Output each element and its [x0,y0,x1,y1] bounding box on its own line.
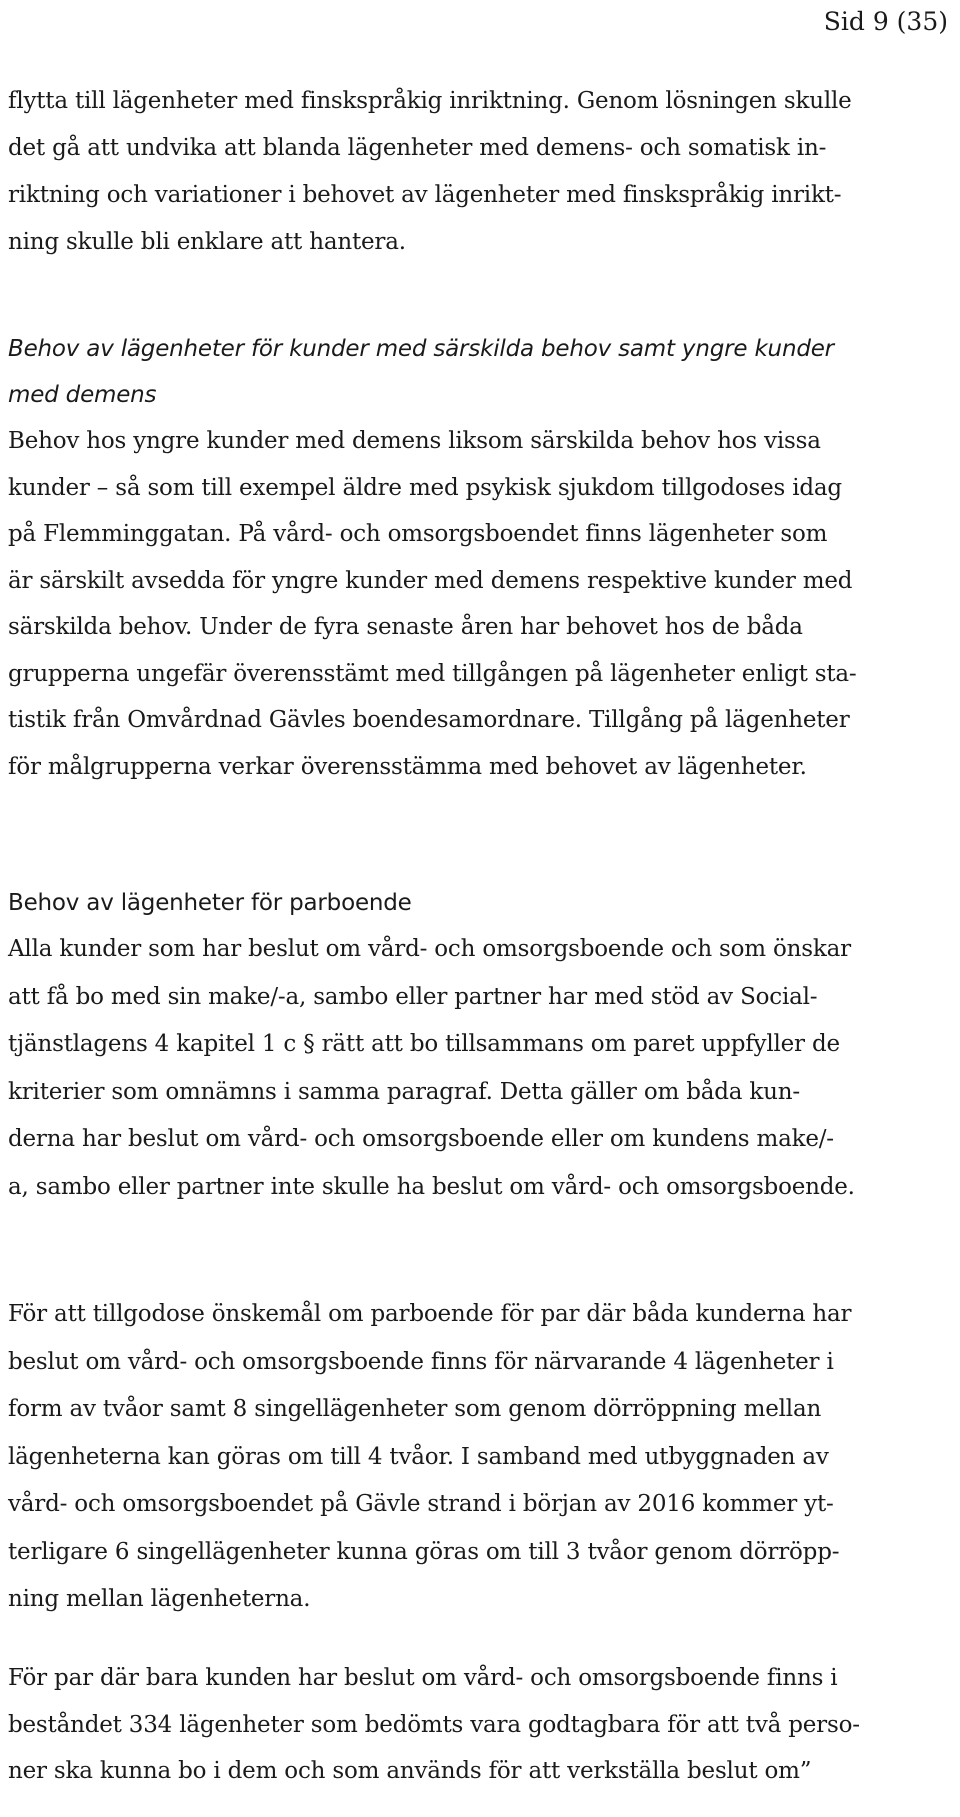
heading-line: Behov av lägenheter för kunder med särskilda behov samt yngre kunder [8,336,834,362]
heading-line: Behov av lägenheter för parboende [8,890,412,916]
text-line: ner ska kunna bo i dem och som används för att verkställa beslut om” [8,1758,812,1784]
text-line: för målgrupperna verkar överensstämma med behovet av lägenheter. [8,753,807,780]
section-heading-couples-housing [8,880,412,926]
text-line: flytta till lägenheter med finskspråkig inriktning. Genom lösningen skulle [8,88,852,114]
text-line: terligare 6 singellägenheter kunna göras om till 3 tvåor genom dörröpp- [8,1538,840,1565]
paragraph-single-decision-couples [8,1655,860,1795]
text-line: tjänstlagens 4 kapitel 1 c § rätt att bo tillsammans om paret uppfyller de [8,1031,840,1057]
text-line: För att tillgodose önskemål om parboende för par där båda kunderna har [8,1301,852,1327]
text-line: beslut om vård- och omsorgsboende finns för närvarande 4 lägenheter i [8,1348,834,1375]
text-line: ning mellan lägenheterna. [8,1586,311,1612]
text-line: ning skulle bli enklare att hantera. [8,229,406,255]
text-line: är särskilt avsedda för yngre kunder med demens respektive kunder med [8,567,853,594]
text-line: kunder – så som till exempel äldre med psykisk sjukdom tillgodoses idag [8,474,842,501]
text-line: lägenheterna kan göras om till 4 tvåor. I samband med utbyggnaden av [8,1443,829,1470]
text-line: att få bo med sin make/-a, sambo eller partner har med stöd av Social- [8,983,818,1010]
text-line: derna har beslut om vård- och omsorgsboende eller om kundens make/- [8,1126,834,1152]
text-line: det gå att undvika att blanda lägenheter med demens- och somatisk in- [8,135,827,161]
text-line: Behov hos yngre kunder med demens liksom särskilda behov hos vissa [8,428,821,454]
text-line: a, sambo eller partner inte skulle ha beslut om vård- och omsorgsboende. [8,1173,855,1200]
text-line: tistik från Omvårdnad Gävles boendesamordnare. Tillgång på lägenheter [8,707,850,733]
paragraph-finnish-language-apartments [8,78,852,266]
text-line: på Flemminggatan. På vård- och omsorgsboendet finns lägenheter som [8,521,828,547]
heading-line: med demens [8,382,157,408]
text-line: vård- och omsorgsboendet på Gävle strand i början av 2016 kommer yt- [8,1491,834,1517]
text-line: form av tvåor samt 8 singellägenheter som genom dörröppning mellan [8,1396,822,1422]
text-line: riktning och variationer i behovet av lägenheter med finskspråkig inrikt- [8,182,842,208]
paragraph-couples-apartments [8,1291,851,1624]
text-line: grupperna ungefär överensstämt med tillgången på lägenheter enligt sta- [8,660,857,687]
text-line: Alla kunder som har beslut om vård- och omsorgsboende och som önskar [8,936,851,962]
text-line: För par där bara kunden har beslut om vård- och omsorgsboende finns i [8,1665,838,1691]
page-number: Sid 9 (35) [823,7,948,36]
text-line: beståndet 334 lägenheter som bedömts vara godtagbara för att två perso- [8,1711,860,1738]
paragraph-couples-rights [8,926,855,1211]
section-heading-special-needs [8,326,834,418]
text-line: särskilda behov. Under de fyra senaste åren har behovet hos de båda [8,614,803,640]
paragraph-special-needs [8,418,856,790]
text-line: kriterier som omnämns i samma paragraf. Detta gäller om båda kun- [8,1078,800,1105]
